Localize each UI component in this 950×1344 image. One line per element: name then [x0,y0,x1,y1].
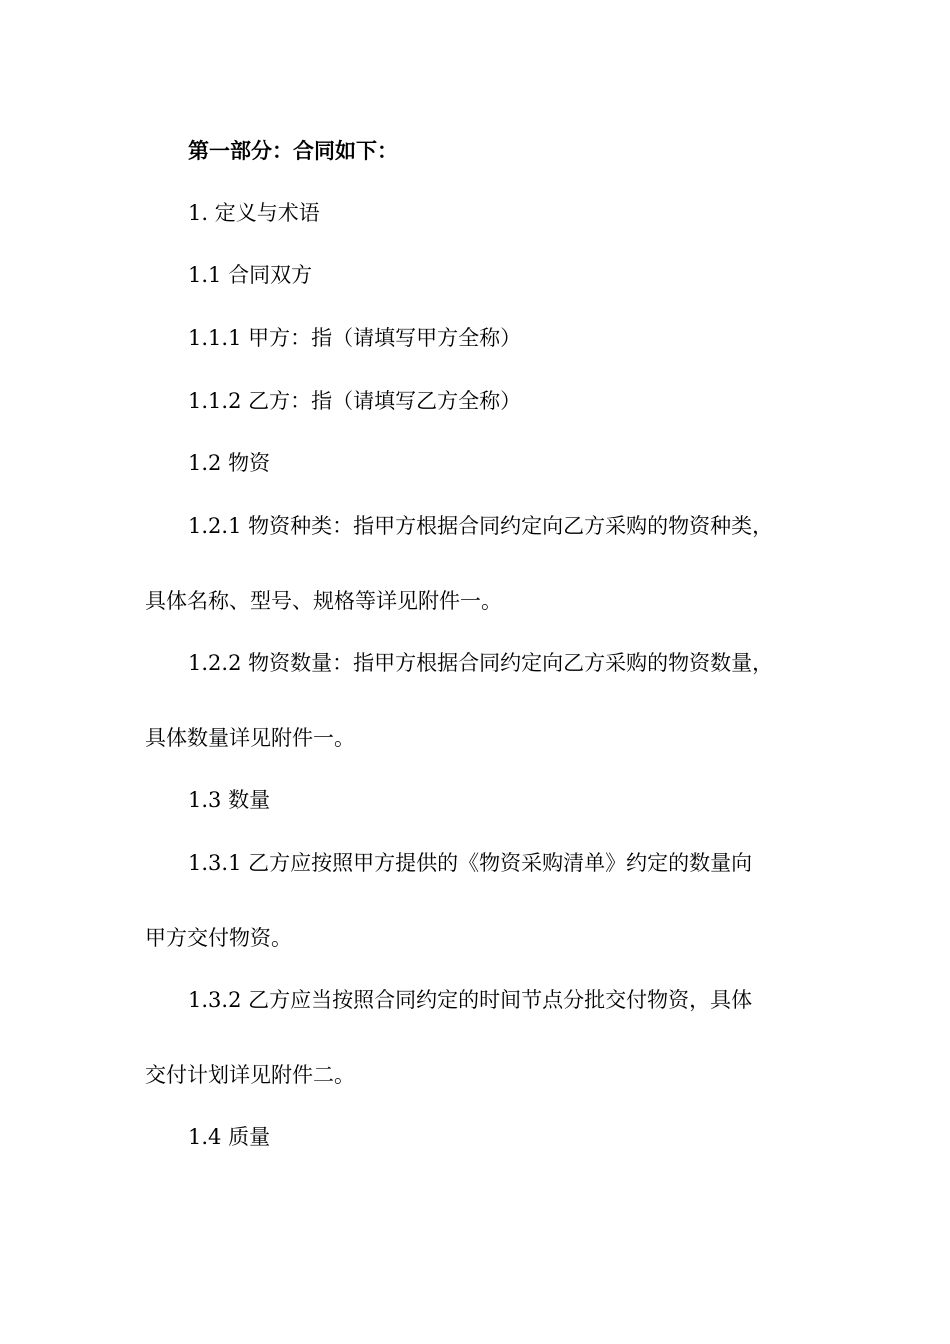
clause-1-2-1-continuation: 具体名称、型号、规格等详见附件一。 [145,589,502,613]
clause-1: 1. 定义与术语 [188,201,320,225]
clause-1-2: 1.2 物资 [188,451,271,475]
clause-1-3: 1.3 数量 [188,788,271,812]
clause-1-1-2: 1.1.2 乙方：指（请填写乙方全称） [188,389,522,413]
section-title: 第一部分：合同如下： [188,138,398,163]
clause-1-3-1-continuation: 甲方交付物资。 [145,926,292,950]
clause-1-2-2: 1.2.2 物资数量：指甲方根据合同约定向乙方采购的物资数量， [188,651,774,675]
clause-1-1: 1.1 合同双方 [188,263,313,287]
clause-1-2-2-continuation: 具体数量详见附件一。 [145,726,355,750]
clause-1-3-2-continuation: 交付计划详见附件二。 [145,1063,355,1087]
clause-1-1-1: 1.1.1 甲方：指（请填写甲方全称） [188,326,522,350]
clause-1-2-1: 1.2.1 物资种类：指甲方根据合同约定向乙方采购的物资种类， [188,514,774,538]
clause-1-3-1: 1.3.1 乙方应按照甲方提供的《物资采购清单》约定的数量向 [188,851,753,875]
clause-1-3-2: 1.3.2 乙方应当按照合同约定的时间节点分批交付物资，具体 [188,988,753,1012]
clause-1-4: 1.4 质量 [188,1125,271,1149]
